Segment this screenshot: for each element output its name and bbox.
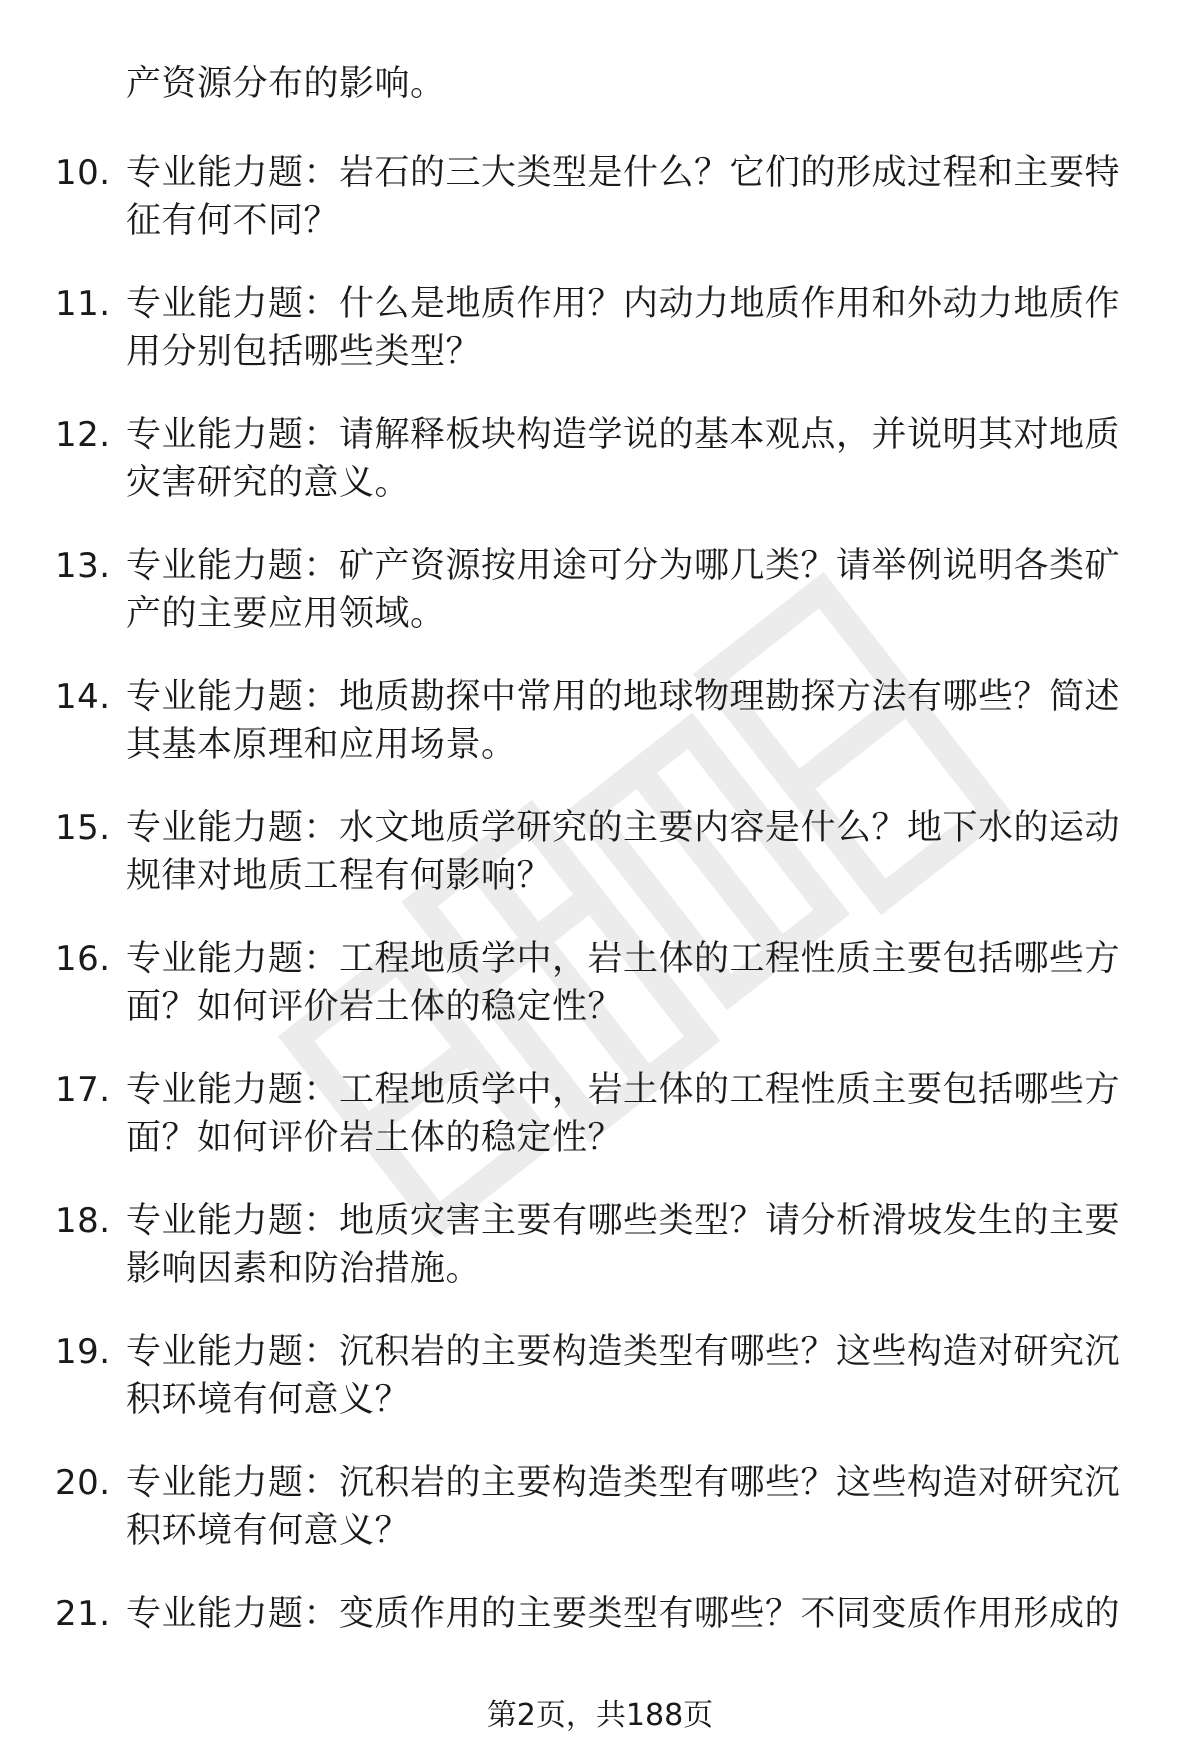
item-text: 专业能力题：变质作用的主要类型有哪些？不同变质作用形成的 [126, 1594, 1121, 1634]
item-text: 专业能力题：沉积岩的主要构造类型有哪些？这些构造对研究沉积环境有何意义？ [126, 1332, 1121, 1420]
item-text: 专业能力题：矿产资源按用途可分为哪几类？请举例说明各类矿产的主要应用领域。 [126, 546, 1121, 634]
item-text: 专业能力题：地质灾害主要有哪些类型？请分析滑坡发生的主要影响因素和防治措施。 [126, 1201, 1121, 1289]
item-number: 21. [55, 1594, 111, 1634]
item-number: 11. [55, 284, 111, 324]
item-number: 15. [55, 808, 111, 848]
list-item [0, 1447, 1200, 1578]
item-number: 18. [55, 1201, 111, 1241]
continuation-text: 产资源分布的影响。 [126, 64, 446, 104]
list-item [0, 1578, 1200, 1709]
item-number: 19. [55, 1332, 111, 1372]
list-item [0, 1185, 1200, 1316]
list-item [0, 268, 1200, 399]
item-text: 专业能力题：什么是地质作用？内动力地质作用和外动力地质作用分别包括哪些类型？ [126, 284, 1121, 372]
list-item [0, 530, 1200, 661]
item-number: 17. [55, 1070, 111, 1110]
list-item [0, 661, 1200, 792]
item-number: 16. [55, 939, 111, 979]
question-list [0, 137, 1200, 1709]
list-item [0, 923, 1200, 1054]
item-text: 专业能力题：工程地质学中，岩土体的工程性质主要包括哪些方面？如何评价岩土体的稳定性？ [126, 1070, 1121, 1158]
list-item [0, 1054, 1200, 1185]
item-text: 专业能力题：工程地质学中，岩土体的工程性质主要包括哪些方面？如何评价岩土体的稳定性？ [126, 939, 1121, 1027]
item-number: 10. [55, 153, 111, 193]
page-number: 第2页，共188页 [486, 1698, 714, 1733]
item-number: 20. [55, 1463, 111, 1503]
list-item [0, 792, 1200, 923]
item-text: 专业能力题：地质勘探中常用的地球物理勘探方法有哪些？简述其基本原理和应用场景。 [126, 677, 1121, 765]
item-text: 专业能力题：水文地质学研究的主要内容是什么？地下水的运动规律对地质工程有何影响？ [126, 808, 1121, 896]
list-item [0, 137, 1200, 268]
item-text: 专业能力题：沉积岩的主要构造类型有哪些？这些构造对研究沉积环境有何意义？ [126, 1463, 1121, 1551]
item-text: 专业能力题：岩石的三大类型是什么？它们的形成过程和主要特征有何不同？ [126, 153, 1121, 241]
item-text: 专业能力题：请解释板块构造学说的基本观点，并说明其对地质灾害研究的意义。 [126, 415, 1121, 503]
list-item [0, 1316, 1200, 1447]
list-item [0, 399, 1200, 530]
item-number: 13. [55, 546, 111, 586]
item-number: 14. [55, 677, 111, 717]
item-number: 12. [55, 415, 111, 455]
